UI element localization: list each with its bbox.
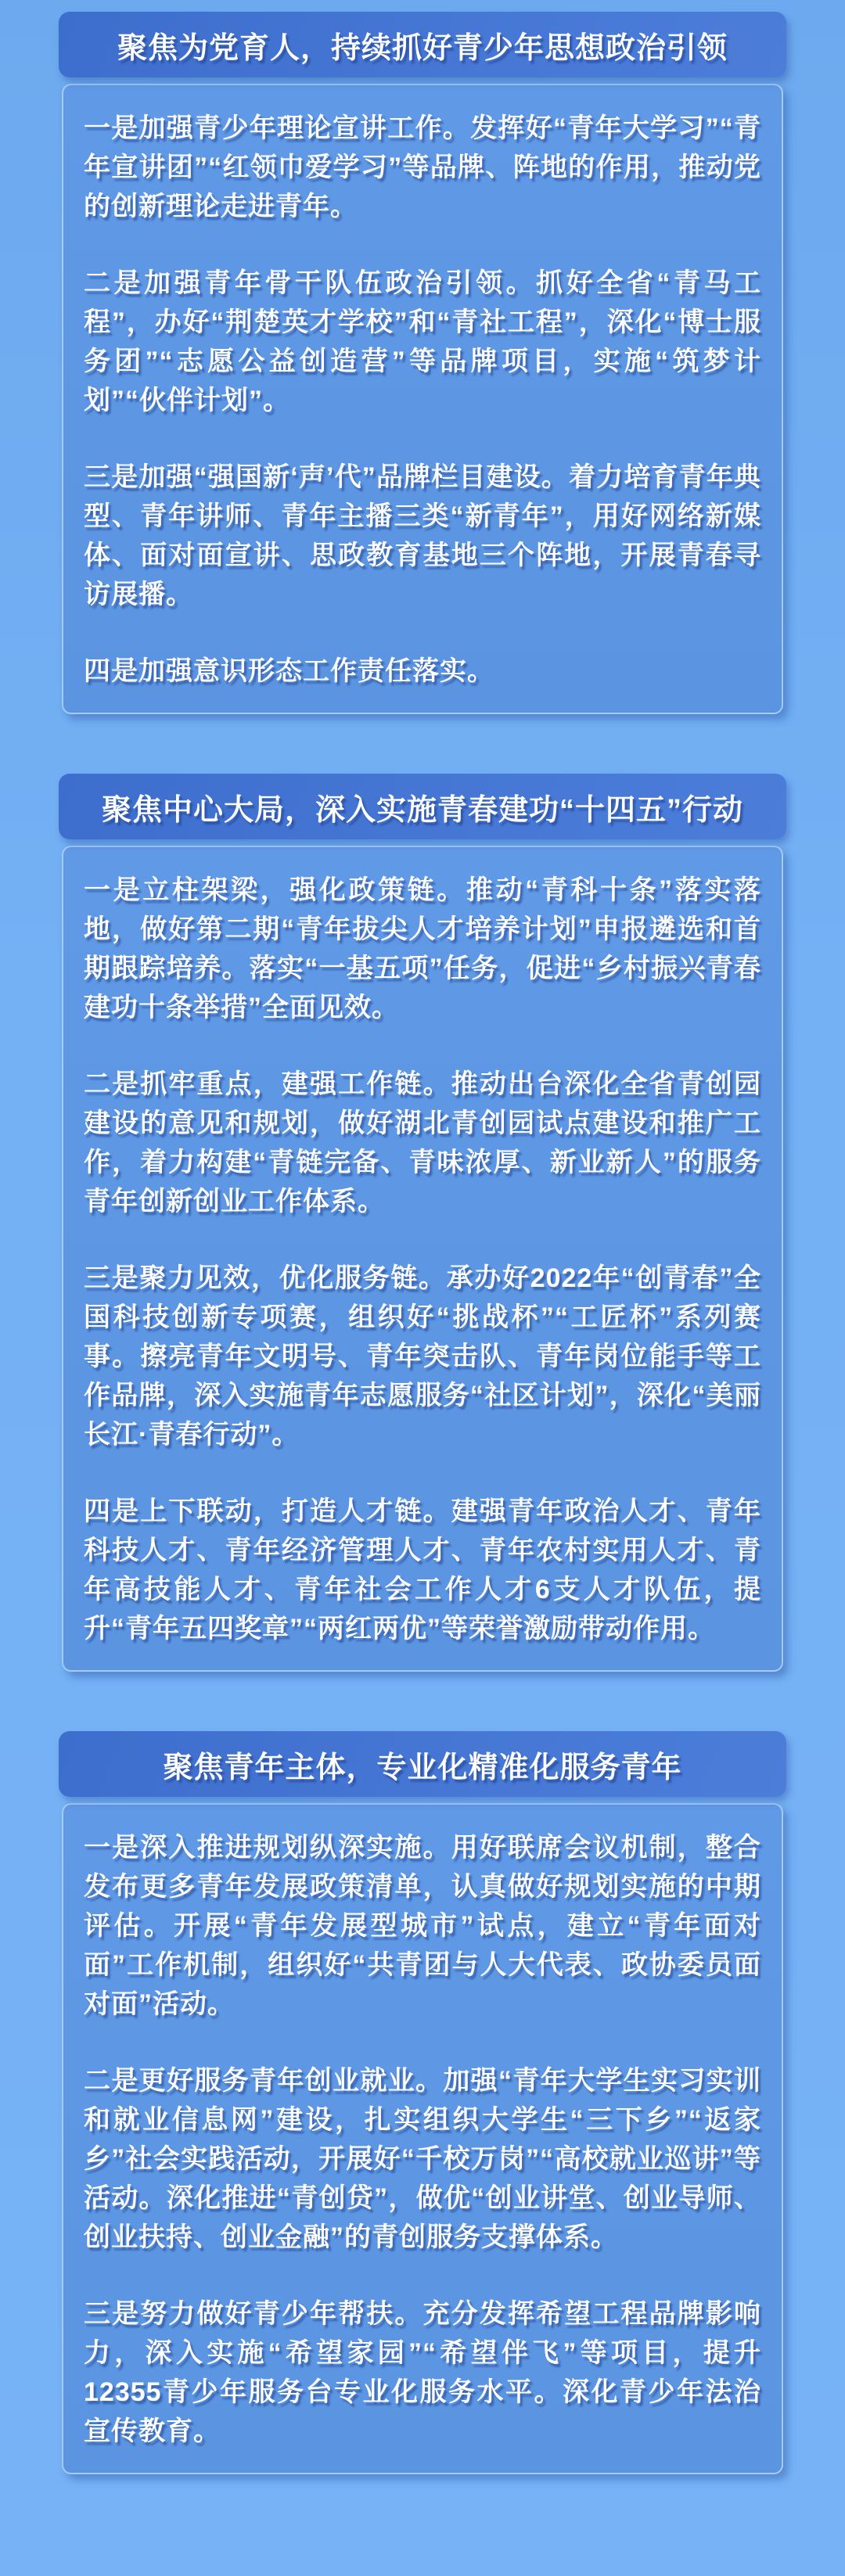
paragraph: 三是加强“强国新‘声’代”品牌栏目建设。着力培育青年典型、青年讲师、青年主播三类“新青年”，用好网络新媒体、面对面宣讲、思政教育基地三个阵地，开展青春寻访展播。 bbox=[84, 462, 761, 609]
paragraph: 二是更好服务青年创业就业。加强“青年大学生实习实训和就业信息网”建设，扎实组织大学生“三下乡”“返家乡”社会实践活动，开展好“千校万岗”“高校就业巡讲”等活动。深化推进“青创贷”，做优“创业讲堂、创业导师、创业扶持、创业金融”的青创服务支撑体系。 bbox=[84, 2066, 761, 2252]
section-card-ideological bbox=[59, 12, 786, 714]
section-title: 聚焦为党育人，持续抓好青少年思想政治引领 bbox=[117, 31, 728, 65]
paragraph: 二是加强青年骨干队伍政治引领。抓好全省“青马工程”，办好“荆楚英才学校”和“青社工程”，深化“博士服务团”“志愿公益创造营”等品牌项目，实施“筑梦计划”“伙伴计划”。 bbox=[84, 268, 761, 415]
section-header bbox=[59, 1731, 786, 1797]
section-content bbox=[62, 1803, 783, 2474]
paragraph: 三是努力做好青少年帮扶。充分发挥希望工程品牌影响力，深入实施“希望家园”“希望伴飞”等项目，提升12355青少年服务台专业化服务水平。深化青少年法治宣传教育。 bbox=[84, 2299, 761, 2446]
section-content bbox=[62, 84, 783, 714]
paragraph: 一是深入推进规划纵深实施。用好联席会议机制，整合发布更多青年发展政策清单，认真做好规划实施的中期评估。开展“青年发展型城市”试点，建立“青年面对面”工作机制，组织好“共青团与人大代表、政协委员面对面”活动。 bbox=[84, 1833, 761, 2019]
section-card-youth-service bbox=[59, 1731, 786, 2474]
section-content bbox=[62, 846, 783, 1672]
paragraph: 一是加强青少年理论宣讲工作。发挥好“青年大学习”“青年宣讲团”“红领巾爱学习”等品牌、阵地的作用，推动党的创新理论走进青年。 bbox=[84, 113, 761, 221]
paragraph: 二是抓牢重点，建强工作链。推动出台深化全省青创园建设的意见和规划，做好湖北青创园试点建设和推广工作，着力构建“青链完备、青味浓厚、新业新人”的服务青年创新创业工作体系。 bbox=[84, 1069, 761, 1216]
section-title: 聚焦青年主体，专业化精准化服务青年 bbox=[163, 1751, 682, 1784]
paragraph: 四是上下联动，打造人才链。建强青年政治人才、青年科技人才、青年经济管理人才、青年农村实用人才、青年高技能人才、青年社会工作人才6支人才队伍，提升“青年五四奖章”“两红两优”等荣誉激励带动作用。 bbox=[84, 1496, 761, 1644]
section-header bbox=[59, 774, 786, 839]
section-title: 聚焦中心大局，深入实施青春建功“十四五”行动 bbox=[101, 793, 743, 827]
section-header bbox=[59, 12, 786, 77]
paragraph: 一是立柱架梁，强化政策链。推动“青科十条”落实落地，做好第二期“青年拔尖人才培养计划”申报遴选和首期跟踪培养。落实“一基五项”任务，促进“乡村振兴青春建功十条举措”全面见效。 bbox=[84, 875, 761, 1022]
paragraph: 三是聚力见效，优化服务链。承办好2022年“创青春”全国科技创新专项赛，组织好“挑战杯”“工匠杯”系列赛事。擦亮青年文明号、青年突击队、青年岗位能手等工作品牌，深入实施青年志愿服务“社区计划”，深化“美丽长江·青春行动”。 bbox=[84, 1263, 761, 1450]
section-card-central-work bbox=[59, 774, 786, 1672]
paragraph: 四是加强意识形态工作责任落实。 bbox=[84, 656, 494, 686]
